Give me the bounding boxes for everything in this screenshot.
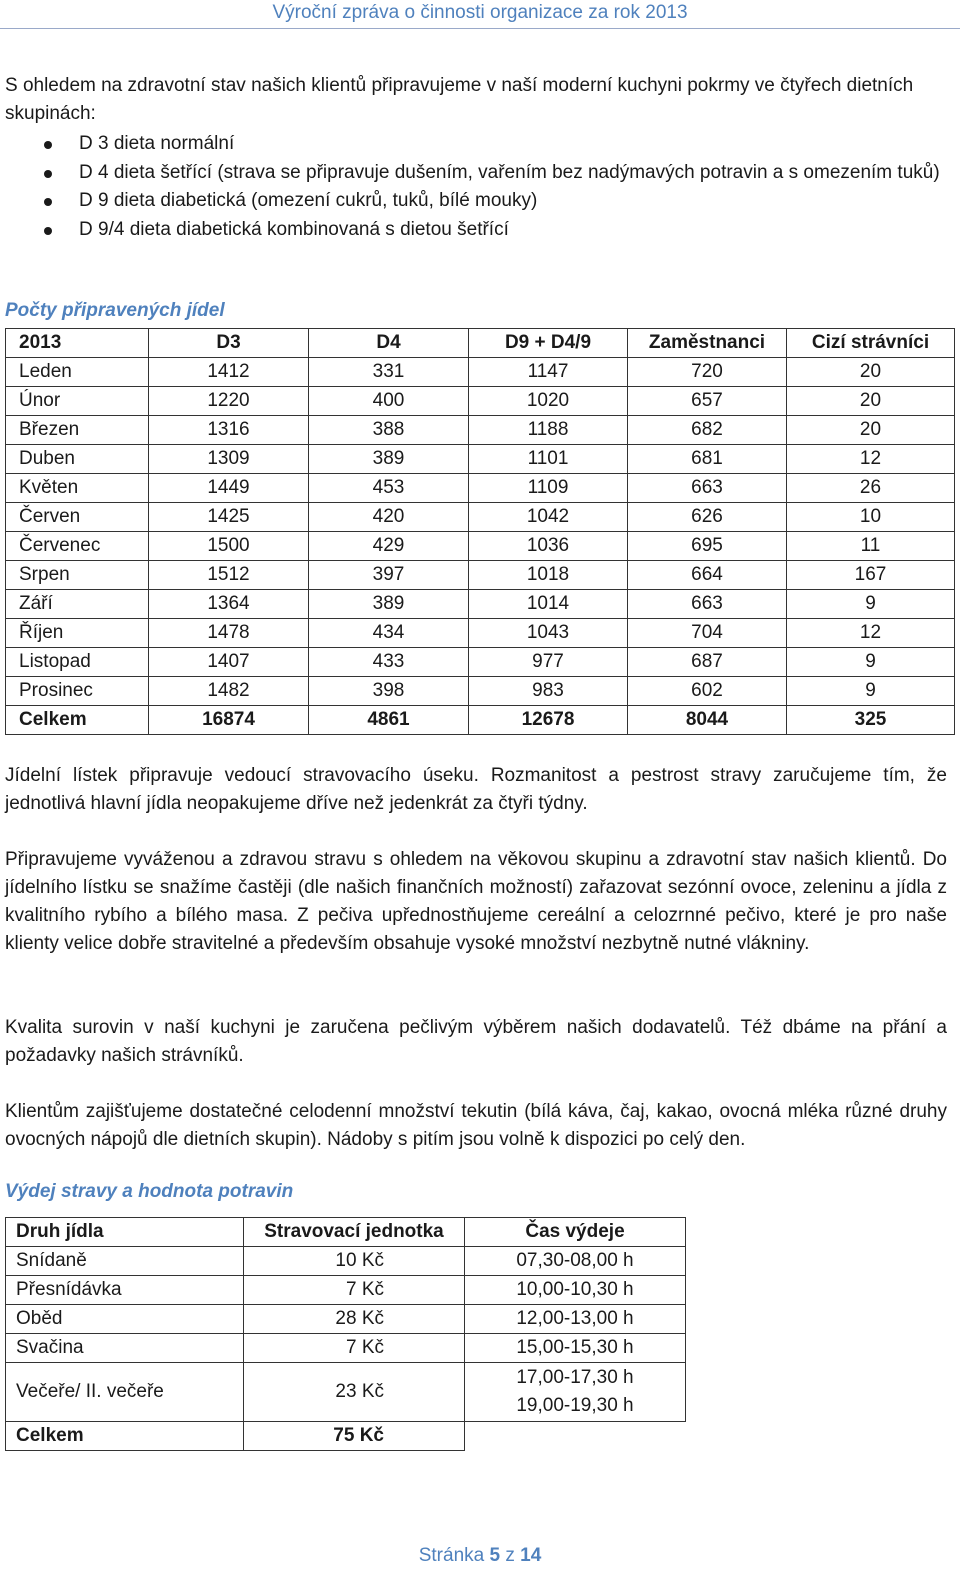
- meal-name: Večeře/ II. večeře: [6, 1363, 244, 1422]
- list-item: D 3 dieta normální: [0, 130, 940, 159]
- value-cell: 388: [309, 416, 469, 445]
- month-cell: Březen: [6, 416, 149, 445]
- meal-price: 7 Kč: [244, 1334, 465, 1363]
- list-item: D 9/4 dieta diabetická kombinovaná s dietou šetřící: [0, 216, 940, 245]
- meal-time: 07,30-08,00 h: [465, 1247, 686, 1276]
- meal-time: 17,00-17,30 h 19,00-19,30 h: [465, 1363, 686, 1422]
- value-cell: 20: [787, 416, 955, 445]
- table-row: [6, 1305, 686, 1334]
- total-pages: 14: [520, 1545, 542, 1566]
- table-header-row: [6, 1218, 686, 1247]
- value-cell: 704: [628, 619, 787, 648]
- meal-name: Svačina: [6, 1334, 244, 1363]
- value-cell: 429: [309, 532, 469, 561]
- value-cell: 695: [628, 532, 787, 561]
- value-cell: 1220: [149, 387, 309, 416]
- value-cell: 1425: [149, 503, 309, 532]
- table-row: [6, 387, 955, 416]
- total-price: 75 Kč: [244, 1422, 465, 1451]
- serve-table: [5, 1217, 686, 1451]
- month-cell: Červenec: [6, 532, 149, 561]
- total-cell: 325: [787, 706, 955, 735]
- table-row: [6, 590, 955, 619]
- total-label: Celkem: [6, 1422, 244, 1451]
- current-page: 5: [489, 1545, 501, 1566]
- column-header: D3: [149, 329, 309, 358]
- value-cell: 20: [787, 387, 955, 416]
- month-cell: Prosinec: [6, 677, 149, 706]
- value-cell: 1364: [149, 590, 309, 619]
- meals-section-title: Počty připravených jídel: [5, 300, 225, 321]
- total-label: Celkem: [6, 706, 149, 735]
- month-cell: Říjen: [6, 619, 149, 648]
- total-row: [6, 706, 955, 735]
- month-cell: Květen: [6, 474, 149, 503]
- value-cell: 9: [787, 648, 955, 677]
- value-cell: 1449: [149, 474, 309, 503]
- value-cell: 453: [309, 474, 469, 503]
- month-cell: Únor: [6, 387, 149, 416]
- value-cell: 657: [628, 387, 787, 416]
- value-cell: 1018: [469, 561, 628, 590]
- value-cell: 397: [309, 561, 469, 590]
- table-row: [6, 503, 955, 532]
- value-cell: 1512: [149, 561, 309, 590]
- value-cell: 1188: [469, 416, 628, 445]
- header-title: Výroční zpráva o činnosti organizace za rok 2013: [272, 2, 688, 23]
- column-header: 2013: [6, 329, 149, 358]
- value-cell: 983: [469, 677, 628, 706]
- month-cell: Leden: [6, 358, 149, 387]
- value-cell: 433: [309, 648, 469, 677]
- value-cell: 1020: [469, 387, 628, 416]
- meal-time: 15,00-15,30 h: [465, 1334, 686, 1363]
- table-row: [6, 619, 955, 648]
- serve-section-title: Výdej stravy a hodnota potravin: [5, 1181, 294, 1202]
- value-cell: 1412: [149, 358, 309, 387]
- intro-paragraph: S ohledem na zdravotní stav našich klientů připravujeme v naší moderní kuchyni pokrmy ve čtyřech dietních skupinách:: [5, 75, 914, 124]
- value-cell: 1309: [149, 445, 309, 474]
- month-cell: Září: [6, 590, 149, 619]
- table-row: [6, 1247, 686, 1276]
- value-cell: 434: [309, 619, 469, 648]
- page-header: [0, 0, 960, 29]
- meal-time: 10,00-10,30 h: [465, 1276, 686, 1305]
- month-cell: Červen: [6, 503, 149, 532]
- column-header: Cizí strávníci: [787, 329, 955, 358]
- table-row: [6, 416, 955, 445]
- table-row: [6, 677, 955, 706]
- value-cell: 681: [628, 445, 787, 474]
- table-row: [6, 561, 955, 590]
- total-row: [6, 1422, 686, 1451]
- paragraph-quality: Kvalita surovin v naší kuchyni je zaručena pečlivým výběrem našich dodavatelů. Též dbáme na přání a požadavky našich strávníků.: [5, 1017, 947, 1066]
- table-row: [6, 474, 955, 503]
- meal-name: Oběd: [6, 1305, 244, 1334]
- value-cell: 1043: [469, 619, 628, 648]
- meals-table: [5, 328, 955, 735]
- bullet-icon: [44, 198, 52, 206]
- column-header: Stravovací jednotka: [244, 1218, 465, 1247]
- value-cell: 977: [469, 648, 628, 677]
- list-item: D 9 dieta diabetická (omezení cukrů, tuků, bílé mouky): [0, 187, 940, 216]
- bullet-icon: [44, 227, 52, 235]
- paragraph-menu: Jídelní lístek připravuje vedoucí stravovacího úseku. Rozmanitost a pestrost stravy zaručujeme tím, že jednotlivá hlavní jídla neopakujeme dříve než jedenkrát za čtyři týdny.: [5, 765, 947, 814]
- value-cell: 389: [309, 445, 469, 474]
- month-cell: Srpen: [6, 561, 149, 590]
- column-header: D9 + D4/9: [469, 329, 628, 358]
- value-cell: 682: [628, 416, 787, 445]
- value-cell: 9: [787, 590, 955, 619]
- table-row: [6, 532, 955, 561]
- value-cell: 20: [787, 358, 955, 387]
- total-cell: 12678: [469, 706, 628, 735]
- value-cell: 1036: [469, 532, 628, 561]
- value-cell: 1014: [469, 590, 628, 619]
- total-cell: 16874: [149, 706, 309, 735]
- table-row: [6, 1276, 686, 1305]
- value-cell: 26: [787, 474, 955, 503]
- value-cell: 389: [309, 590, 469, 619]
- value-cell: 1482: [149, 677, 309, 706]
- meal-name: Přesnídávka: [6, 1276, 244, 1305]
- value-cell: 10: [787, 503, 955, 532]
- value-cell: 1316: [149, 416, 309, 445]
- month-cell: Duben: [6, 445, 149, 474]
- table-row: [6, 445, 955, 474]
- value-cell: 663: [628, 590, 787, 619]
- diet-list: [0, 130, 940, 244]
- table-row: [6, 358, 955, 387]
- column-header: D4: [309, 329, 469, 358]
- value-cell: 398: [309, 677, 469, 706]
- value-cell: 1101: [469, 445, 628, 474]
- meal-price: 28 Kč: [244, 1305, 465, 1334]
- meal-time: 12,00-13,00 h: [465, 1305, 686, 1334]
- value-cell: 626: [628, 503, 787, 532]
- column-header: Zaměstnanci: [628, 329, 787, 358]
- value-cell: 12: [787, 445, 955, 474]
- value-cell: 12: [787, 619, 955, 648]
- value-cell: 720: [628, 358, 787, 387]
- value-cell: 664: [628, 561, 787, 590]
- column-header: Čas výdeje: [465, 1218, 686, 1247]
- value-cell: 1407: [149, 648, 309, 677]
- meal-price: 23 Kč: [244, 1363, 465, 1422]
- bullet-icon: [44, 170, 52, 178]
- list-item: D 4 dieta šetřící (strava se připravuje dušením, vařením bez nadýmavých potravin a s omezením tuků): [0, 159, 940, 188]
- page-footer: Stránka 5 z 14: [418, 1545, 542, 1566]
- value-cell: 331: [309, 358, 469, 387]
- value-cell: 1147: [469, 358, 628, 387]
- table-header-row: [6, 329, 955, 358]
- value-cell: 167: [787, 561, 955, 590]
- value-cell: 602: [628, 677, 787, 706]
- month-cell: Listopad: [6, 648, 149, 677]
- table-row: [6, 648, 955, 677]
- value-cell: 9: [787, 677, 955, 706]
- value-cell: 1500: [149, 532, 309, 561]
- column-header: Druh jídla: [6, 1218, 244, 1247]
- value-cell: 11: [787, 532, 955, 561]
- meal-price: 7 Kč: [244, 1276, 465, 1305]
- total-cell: 4861: [309, 706, 469, 735]
- value-cell: 420: [309, 503, 469, 532]
- meal-price: 10 Kč: [244, 1247, 465, 1276]
- paragraph-diet: Připravujeme vyváženou a zdravou stravu s ohledem na věkovou skupinu a zdravotní stav našich klientů. Do jídelního lístku se snažíme častěji (dle našich finančních možností) zařazovat sezónní ovoce, zeleninu a jídla z kvalitního rybího a bílého masa. Z pečiva upřednostňujeme cereální a celozrnné pečivo, které je pro naše klienty velice dobře stravitelné a především obsahuje vysoké množství nezbytně nutné vlákniny.: [5, 849, 947, 954]
- total-cell: 8044: [628, 706, 787, 735]
- value-cell: 1478: [149, 619, 309, 648]
- meal-name: Snídaně: [6, 1247, 244, 1276]
- table-row: [6, 1363, 686, 1422]
- value-cell: 1042: [469, 503, 628, 532]
- paragraph-drinks: Klientům zajišťujeme dostatečné celodenní množství tekutin (bílá káva, čaj, kakao, ovocná mléka různé druhy ovocných nápojů dle dietních skupin). Nádoby s pitím jsou volně k dispozici po celý den.: [5, 1101, 947, 1150]
- value-cell: 1109: [469, 474, 628, 503]
- bullet-icon: [44, 141, 52, 149]
- value-cell: 663: [628, 474, 787, 503]
- value-cell: 687: [628, 648, 787, 677]
- table-row: [6, 1334, 686, 1363]
- value-cell: 400: [309, 387, 469, 416]
